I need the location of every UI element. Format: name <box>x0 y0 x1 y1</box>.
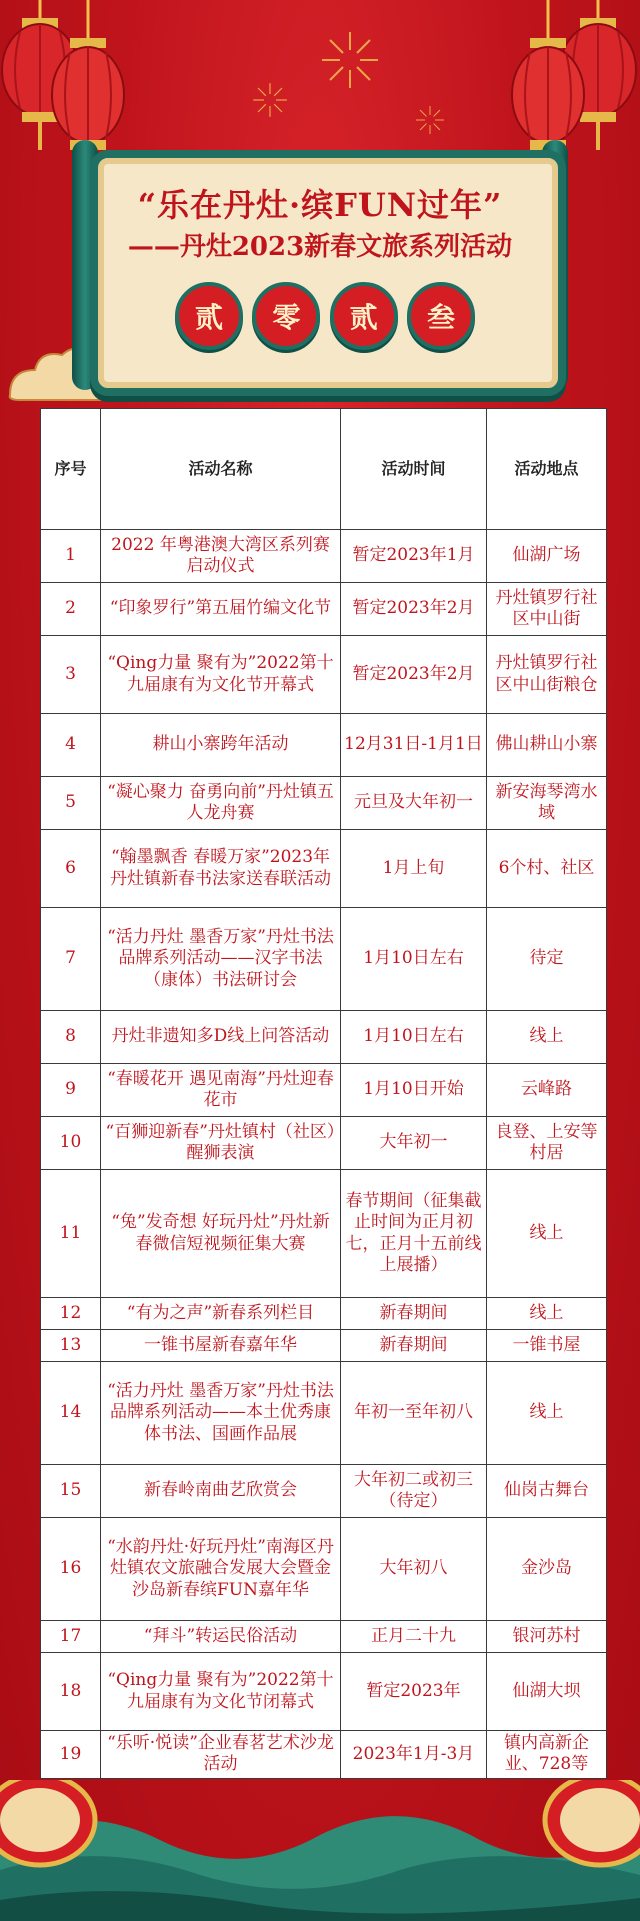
activity-place: 仙湖广场 <box>487 530 607 583</box>
table-row <box>41 1362 607 1465</box>
activity-time: 1月10日开始 <box>341 1064 487 1117</box>
row-number: 14 <box>41 1362 101 1465</box>
activity-place: 线上 <box>487 1011 607 1064</box>
activity-table <box>40 408 606 1779</box>
activity-time: 元旦及大年初一 <box>341 777 487 830</box>
row-number: 16 <box>41 1518 101 1621</box>
table-header-row <box>41 409 607 530</box>
activity-name: 新春岭南曲艺欣赏会 <box>101 1465 341 1518</box>
row-number: 11 <box>41 1170 101 1298</box>
column-header-name: 活动名称 <box>101 409 341 530</box>
activity-name: “活力丹灶 墨香万家”丹灶书法品牌系列活动——本土优秀康体书法、国画作品展 <box>101 1362 341 1465</box>
column-header-no: 序号 <box>41 409 101 530</box>
row-number: 5 <box>41 777 101 830</box>
activity-place: 佛山耕山小寨 <box>487 714 607 777</box>
row-number: 15 <box>41 1465 101 1518</box>
activity-time: 1月10日左右 <box>341 908 487 1011</box>
row-number: 17 <box>41 1621 101 1653</box>
year-seal: 贰 <box>330 282 398 350</box>
activity-place: 一锥书屋 <box>487 1330 607 1362</box>
table-row <box>41 908 607 1011</box>
row-number: 12 <box>41 1298 101 1330</box>
activity-place: 线上 <box>487 1170 607 1298</box>
activity-time: 春节期间（征集截止时间为正月初七，正月十五前线上展播） <box>341 1170 487 1298</box>
activity-name: “Qing力量 聚有为”2022第十九届康有为文化节闭幕式 <box>101 1653 341 1731</box>
activity-name: “活力丹灶 墨香万家”丹灶书法品牌系列活动——汉字书法（康体）书法研讨会 <box>101 908 341 1011</box>
activity-time: 大年初八 <box>341 1518 487 1621</box>
table-row <box>41 777 607 830</box>
activity-place: 良登、上安等村居 <box>487 1117 607 1170</box>
drum-icon <box>545 1780 640 1865</box>
activity-name: “印象罗行”第五届竹编文化节 <box>101 583 341 636</box>
table-row <box>41 1011 607 1064</box>
activity-name: “兔”发奇想 好玩丹灶”丹灶新春微信短视频征集大赛 <box>101 1170 341 1298</box>
drum-icon <box>0 1780 95 1865</box>
table-row <box>41 1653 607 1731</box>
activity-time: 暂定2023年1月 <box>341 530 487 583</box>
table-row <box>41 1298 607 1330</box>
table-row <box>41 1465 607 1518</box>
activity-place: 丹灶镇罗行社区中山街 <box>487 583 607 636</box>
activity-name: “翰墨飘香 春暖万家”2023年丹灶镇新春书法家送春联活动 <box>101 830 341 908</box>
activity-name: “有为之声”新春系列栏目 <box>101 1298 341 1330</box>
activity-name: 丹灶非遗知多D线上问答活动 <box>101 1011 341 1064</box>
activity-name: “春暖花开 遇见南海”丹灶迎春花市 <box>101 1064 341 1117</box>
row-number: 3 <box>41 636 101 714</box>
table-row <box>41 530 607 583</box>
activity-place: 金沙岛 <box>487 1518 607 1621</box>
activity-time: 大年初二或初三（待定） <box>341 1465 487 1518</box>
table-row <box>41 830 607 908</box>
activity-place: 线上 <box>487 1362 607 1465</box>
activity-time: 新春期间 <box>341 1298 487 1330</box>
mountain-icon <box>0 1816 640 1921</box>
table-row <box>41 583 607 636</box>
page-title: “乐在丹灶·缤FUN过年” <box>137 186 503 224</box>
column-header-time: 活动时间 <box>341 409 487 530</box>
activity-time: 12月31日-1月1日 <box>341 714 487 777</box>
page-subtitle: ——丹灶2023新春文旅系列活动 <box>127 232 513 262</box>
row-number: 6 <box>41 830 101 908</box>
row-number: 10 <box>41 1117 101 1170</box>
activity-time: 新春期间 <box>341 1330 487 1362</box>
activity-time: 暂定2023年 <box>341 1653 487 1731</box>
table-row <box>41 1170 607 1298</box>
activity-name: “拜斗”转运民俗活动 <box>101 1621 341 1653</box>
activity-place: 银河苏村 <box>487 1621 607 1653</box>
row-number: 1 <box>41 530 101 583</box>
activity-place: 仙岗古舞台 <box>487 1465 607 1518</box>
year-seal: 叁 <box>407 282 475 350</box>
table-row <box>41 1621 607 1653</box>
activity-place: 云峰路 <box>487 1064 607 1117</box>
table-row <box>41 636 607 714</box>
row-number: 9 <box>41 1064 101 1117</box>
year-seals <box>175 282 475 346</box>
activity-name: “乐听·悦读”企业春茗艺术沙龙活动 <box>101 1731 341 1779</box>
activity-time: 2023年1月-3月 <box>341 1731 487 1779</box>
activity-name: 2022 年粤港澳大湾区系列赛启动仪式 <box>101 530 341 583</box>
activity-time: 1月10日左右 <box>341 1011 487 1064</box>
activity-time: 暂定2023年2月 <box>341 583 487 636</box>
bottom-decoration <box>0 1780 640 1921</box>
row-number: 4 <box>41 714 101 777</box>
activity-name: 耕山小寨跨年活动 <box>101 714 341 777</box>
activity-place: 线上 <box>487 1298 607 1330</box>
activity-name: “百狮迎新春”丹灶镇村（社区）醒狮表演 <box>101 1117 341 1170</box>
activity-time: 年初一至年初八 <box>341 1362 487 1465</box>
row-number: 8 <box>41 1011 101 1064</box>
activity-time: 正月二十九 <box>341 1621 487 1653</box>
row-number: 18 <box>41 1653 101 1731</box>
activity-name: “凝心聚力 奋勇向前”丹灶镇五人龙舟赛 <box>101 777 341 830</box>
table-row <box>41 1731 607 1779</box>
activity-name: “水韵丹灶·好玩丹灶”南海区丹灶镇农文旅融合发展大会暨金沙岛新春缤FUN嘉年华 <box>101 1518 341 1621</box>
activity-time: 1月上旬 <box>341 830 487 908</box>
column-header-place: 活动地点 <box>487 409 607 530</box>
table-row <box>41 1117 607 1170</box>
row-number: 19 <box>41 1731 101 1779</box>
row-number: 2 <box>41 583 101 636</box>
activity-place: 丹灶镇罗行社区中山街粮仓 <box>487 636 607 714</box>
row-number: 13 <box>41 1330 101 1362</box>
row-number: 7 <box>41 908 101 1011</box>
activity-place: 仙湖大坝 <box>487 1653 607 1731</box>
activity-place: 待定 <box>487 908 607 1011</box>
activity-time: 大年初一 <box>341 1117 487 1170</box>
table-row <box>41 1330 607 1362</box>
year-seal: 零 <box>252 282 320 350</box>
table-row <box>41 1064 607 1117</box>
activity-place: 6个村、社区 <box>487 830 607 908</box>
activity-name: 一锥书屋新春嘉年华 <box>101 1330 341 1362</box>
activity-name: “Qing力量 聚有为”2022第十九届康有为文化节开幕式 <box>101 636 341 714</box>
table-row <box>41 1518 607 1621</box>
table-row <box>41 714 607 777</box>
year-seal: 贰 <box>175 282 243 350</box>
activity-place: 镇内高新企业、728等 <box>487 1731 607 1779</box>
activity-place: 新安海琴湾水域 <box>487 777 607 830</box>
activity-time: 暂定2023年2月 <box>341 636 487 714</box>
